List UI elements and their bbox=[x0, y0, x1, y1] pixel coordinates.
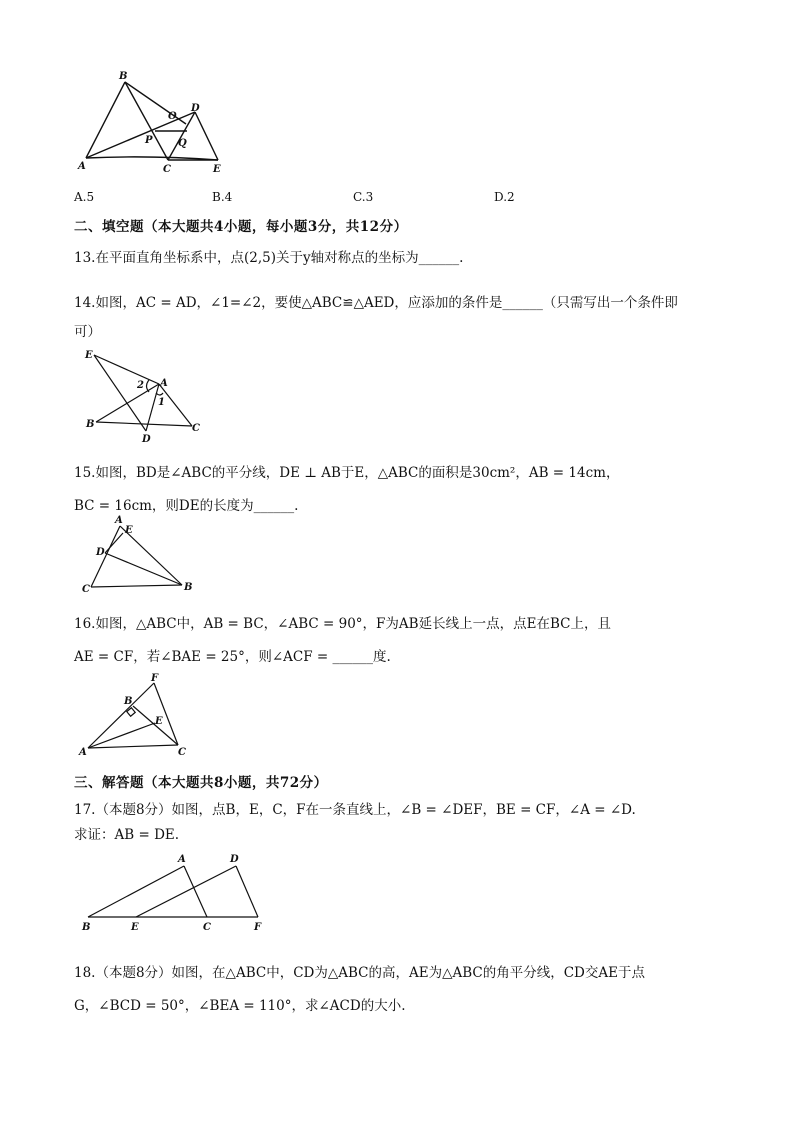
fig14-label-2: 2 bbox=[137, 380, 144, 391]
fig14-label-a: A bbox=[160, 378, 168, 389]
fig15-label-a: A bbox=[115, 515, 123, 526]
fig14-label-1: 1 bbox=[158, 397, 165, 408]
fig15-label-b: B bbox=[184, 582, 193, 593]
q14-line1: 14.如图，AC = AD，∠1=∠2，要使△ABC≌△AED，应添加的条件是______（只需写出一个条件即 bbox=[74, 295, 678, 311]
fig17-label-c: C bbox=[203, 922, 211, 933]
q13-text: 13.在平面直角坐标系中，点(2,5)关于y轴对称点的坐标为______. bbox=[74, 250, 464, 266]
q12-option-b[interactable]: B.4 bbox=[212, 190, 233, 204]
fig16-label-b: B bbox=[124, 696, 133, 707]
q16-line1: 16.如图，△ABC中，AB = BC，∠ABC = 90°，F为AB延长线上一点，点E在BC上，且 bbox=[74, 616, 611, 632]
fig12-label-o: O bbox=[168, 111, 177, 122]
q15-line2: BC = 16cm，则DE的长度为______. bbox=[74, 498, 299, 514]
q17-line1: 17.（本题8分）如图，点B，E，C，F在一条直线上，∠B = ∠DEF，BE = CF，∠A = ∠D. bbox=[74, 802, 636, 818]
fig15-label-c: C bbox=[82, 584, 90, 595]
fig16-label-e: E bbox=[155, 716, 163, 727]
q17-line2: 求证：AB = DE. bbox=[74, 827, 180, 843]
section-title-solve: 三、解答题（本大题共8小题，共72分） bbox=[74, 775, 328, 791]
fig15-label-e: E bbox=[125, 525, 133, 536]
q16-line2: AE = CF，若∠BAE = 25°，则∠ACF = ______度. bbox=[74, 649, 391, 665]
fig14-label-d: D bbox=[142, 434, 151, 445]
q14-line2: 可） bbox=[74, 324, 101, 340]
fig17-label-b: B bbox=[82, 922, 91, 933]
q12-option-a[interactable]: A.5 bbox=[74, 190, 95, 204]
q15-line1: 15.如图，BD是∠ABC的平分线，DE ⊥ AB于E，△ABC的面积是30cm²，AB = 14cm， bbox=[74, 465, 620, 481]
fig16-label-c: C bbox=[178, 747, 186, 758]
fig14-label-b: B bbox=[86, 419, 95, 430]
fig16-label-f: F bbox=[151, 673, 159, 684]
fig12-label-d: D bbox=[191, 103, 200, 114]
fig17-label-a: A bbox=[178, 854, 186, 865]
q12-option-d[interactable]: D.2 bbox=[494, 190, 515, 204]
fig12-label-p: P bbox=[145, 135, 153, 146]
fig14-label-e: E bbox=[85, 350, 93, 361]
fig17-label-d: D bbox=[230, 854, 239, 865]
fig12-label-e: E bbox=[213, 164, 221, 175]
fig12-label-a: A bbox=[78, 161, 86, 172]
fig12-label-q: Q bbox=[178, 138, 187, 149]
fig17-label-f: F bbox=[254, 922, 262, 933]
q18-line2: G，∠BCD = 50°，∠BEA = 110°，求∠ACD的大小. bbox=[74, 998, 406, 1014]
q18-line1: 18.（本题8分）如图，在△ABC中，CD为△ABC的高，AE为△ABC的角平分线，CD交AE于点 bbox=[74, 965, 645, 981]
fig12-label-c: C bbox=[163, 164, 171, 175]
q12-option-c[interactable]: C.3 bbox=[353, 190, 374, 204]
fig15-label-d: D bbox=[96, 547, 105, 558]
fig16-label-a: A bbox=[79, 747, 87, 758]
fig17-label-e: E bbox=[131, 922, 139, 933]
fig12-label-b: B bbox=[119, 71, 128, 82]
section-title-fill-in: 二、填空题（本大题共4小题，每小题3分，共12分） bbox=[74, 219, 408, 235]
fig14-label-c: C bbox=[192, 423, 200, 434]
